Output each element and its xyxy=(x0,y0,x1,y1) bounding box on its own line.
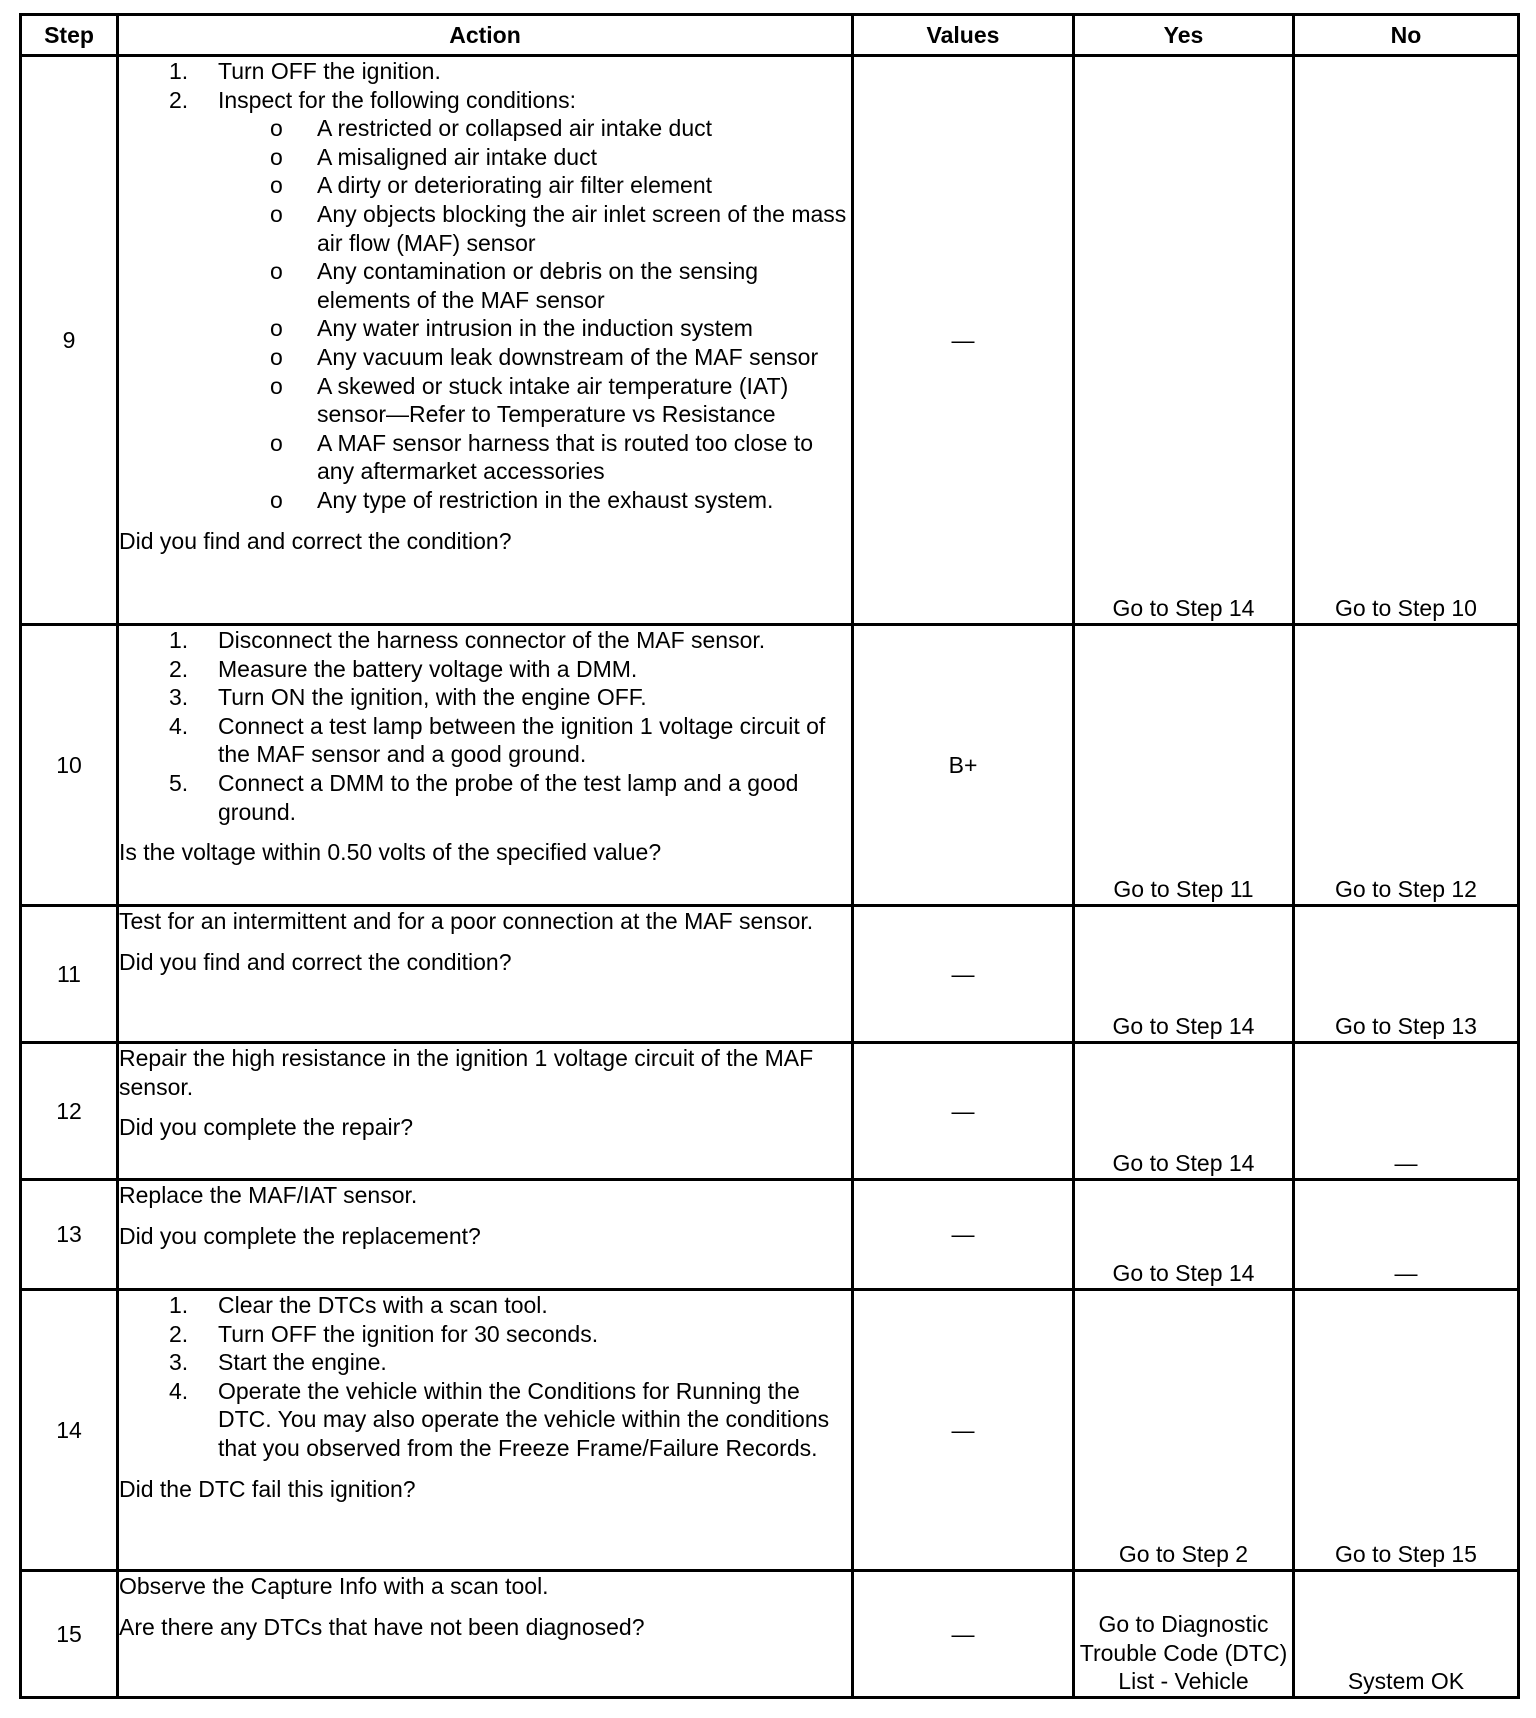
step-number: 14 xyxy=(21,1290,118,1571)
procedure-step-text: Turn ON the ignition, with the engine OFF. xyxy=(218,684,647,711)
condition-text: Any vacuum leak downstream of the MAF sensor xyxy=(317,343,819,370)
action-question: Is the voltage within 0.50 volts of the specified value? xyxy=(119,839,662,866)
table-row-step-10 xyxy=(21,625,1519,906)
condition-item xyxy=(119,114,851,143)
action-text: Test for an intermittent and for a poor connection at the MAF sensor. xyxy=(119,908,814,934)
procedure-step xyxy=(119,1377,851,1463)
table-row-step-14 xyxy=(21,1290,1519,1571)
yes-cell: Go to Step 14 xyxy=(1074,906,1294,1043)
yes-cell: Go to Diagnostic Trouble Code (DTC) List - Vehicle xyxy=(1074,1571,1294,1698)
procedure-step-text: Turn OFF the ignition. xyxy=(218,58,441,84)
action-question: Did you find and correct the condition? xyxy=(119,527,512,554)
condition-item xyxy=(119,429,851,486)
bullet-icon: o xyxy=(270,429,283,456)
table-row-step-12 xyxy=(21,1043,1519,1180)
no-cell: Go to Step 13 xyxy=(1294,906,1519,1043)
table-row-step-11 xyxy=(21,906,1519,1043)
action-cell xyxy=(118,906,853,1043)
procedure-step xyxy=(119,655,851,684)
procedure-step xyxy=(119,86,851,115)
header-row xyxy=(21,15,1519,56)
condition-text: A dirty or deteriorating air filter element xyxy=(317,172,713,199)
procedure-step-text: Connect a DMM to the probe of the test lamp and a good ground. xyxy=(218,769,799,825)
procedure-step-number: 3. xyxy=(169,684,189,711)
values-cell: — xyxy=(853,906,1074,1043)
procedure-step-number: 2. xyxy=(169,86,189,113)
procedure-step-number: 4. xyxy=(169,1377,189,1404)
no-cell: Go to Step 15 xyxy=(1294,1290,1519,1571)
table-row-step-15 xyxy=(21,1571,1519,1698)
action-text: Replace the MAF/IAT sensor. xyxy=(119,1182,418,1208)
procedure-step xyxy=(119,1291,851,1320)
step-number: 12 xyxy=(21,1043,118,1180)
condition-item xyxy=(119,257,851,314)
condition-text: Any objects blocking the air inlet screen of the mass air flow (MAF) sensor xyxy=(317,200,847,256)
procedure-step xyxy=(119,626,851,655)
yes-cell: Go to Step 14 xyxy=(1074,1043,1294,1180)
procedure-step-number: 1. xyxy=(169,58,189,84)
action-cell xyxy=(118,1043,853,1180)
condition-text: A skewed or stuck intake air temperature (IAT) sensor—Refer to Temperature vs Resistance xyxy=(317,372,789,428)
no-cell: — xyxy=(1294,1043,1519,1180)
condition-item xyxy=(119,171,851,200)
procedure-step-number: 1. xyxy=(169,1292,189,1318)
yes-cell: Go to Step 14 xyxy=(1074,1180,1294,1290)
header-step: Step xyxy=(21,15,118,56)
header-yes: Yes xyxy=(1074,15,1294,56)
condition-list xyxy=(119,114,851,514)
procedure-step xyxy=(119,57,851,86)
procedure-list xyxy=(119,626,851,826)
action-cell xyxy=(118,1290,853,1571)
bullet-icon: o xyxy=(270,115,283,142)
values-cell: B+ xyxy=(853,625,1074,906)
procedure-step-text: Clear the DTCs with a scan tool. xyxy=(218,1292,548,1318)
procedure-step-number: 4. xyxy=(169,712,189,739)
table-row-step-13 xyxy=(21,1180,1519,1290)
condition-item xyxy=(119,200,851,257)
procedure-step xyxy=(119,712,851,769)
procedure-step xyxy=(119,1320,851,1349)
action-cell xyxy=(118,1571,853,1698)
action-question: Did the DTC fail this ignition? xyxy=(119,1475,416,1502)
procedure-step-text: Disconnect the harness connector of the MAF sensor. xyxy=(218,627,766,653)
no-cell: Go to Step 12 xyxy=(1294,625,1519,906)
condition-text: Any contamination or debris on the sensing elements of the MAF sensor xyxy=(317,258,759,313)
condition-item xyxy=(119,143,851,172)
action-question: Did you find and correct the condition? xyxy=(119,948,512,975)
step-number: 15 xyxy=(21,1571,118,1698)
diagnostic-table xyxy=(19,13,1520,1699)
action-question: Did you complete the repair? xyxy=(119,1114,414,1141)
condition-item xyxy=(119,486,851,515)
yes-cell: Go to Step 14 xyxy=(1074,56,1294,625)
procedure-step-text: Measure the battery voltage with a DMM. xyxy=(218,655,638,682)
condition-text: A MAF sensor harness that is routed too close to any aftermarket accessories xyxy=(317,429,814,485)
action-cell xyxy=(118,1180,853,1290)
action-text: Repair the high resistance in the ignition 1 voltage circuit of the MAF sensor. xyxy=(119,1045,814,1100)
procedure-step-text: Turn OFF the ignition for 30 seconds. xyxy=(218,1320,599,1347)
step-number: 10 xyxy=(21,625,118,906)
action-cell xyxy=(118,56,853,625)
no-cell: — xyxy=(1294,1180,1519,1290)
procedure-step xyxy=(119,1348,851,1377)
table-row-step-9 xyxy=(21,56,1519,625)
no-cell: System OK xyxy=(1294,1571,1519,1698)
bullet-icon: o xyxy=(270,172,283,199)
bullet-icon: o xyxy=(270,258,283,285)
bullet-icon: o xyxy=(270,315,283,342)
procedure-step-number: 3. xyxy=(169,1349,189,1376)
step-number: 13 xyxy=(21,1180,118,1290)
procedure-step-number: 1. xyxy=(169,627,189,653)
step-number: 11 xyxy=(21,906,118,1043)
procedure-step-number: 2. xyxy=(169,1320,189,1347)
values-cell: — xyxy=(853,56,1074,625)
condition-text: A restricted or collapsed air intake duct xyxy=(317,115,713,142)
procedure-step xyxy=(119,769,851,826)
header-action: Action xyxy=(118,15,853,56)
procedure-step xyxy=(119,683,851,712)
values-cell: — xyxy=(853,1571,1074,1698)
values-cell: — xyxy=(853,1180,1074,1290)
procedure-list xyxy=(119,1291,851,1463)
bullet-icon: o xyxy=(270,343,283,370)
condition-item xyxy=(119,343,851,372)
procedure-list xyxy=(119,57,851,114)
procedure-step-text: Inspect for the following conditions: xyxy=(218,86,576,113)
procedure-step-number: 5. xyxy=(169,769,189,796)
header-values: Values xyxy=(853,15,1074,56)
header-no: No xyxy=(1294,15,1519,56)
condition-text: A misaligned air intake duct xyxy=(317,143,597,170)
procedure-step-text: Connect a test lamp between the ignition 1 voltage circuit of the MAF sensor and a good ground. xyxy=(218,712,826,768)
condition-item xyxy=(119,314,851,343)
bullet-icon: o xyxy=(270,200,283,227)
bullet-icon: o xyxy=(270,372,283,399)
bullet-icon: o xyxy=(270,143,283,170)
yes-cell: Go to Step 2 xyxy=(1074,1290,1294,1571)
procedure-step-text: Operate the vehicle within the Conditions for Running the DTC. You may also operate the vehicle within the conditions that you observed from the Freeze Frame/Failure Records. xyxy=(218,1377,830,1461)
step-number: 9 xyxy=(21,56,118,625)
action-text: Observe the Capture Info with a scan tool. xyxy=(119,1573,549,1599)
values-cell: — xyxy=(853,1290,1074,1571)
action-question: Did you complete the replacement? xyxy=(119,1222,481,1249)
condition-item xyxy=(119,372,851,429)
no-cell: Go to Step 10 xyxy=(1294,56,1519,625)
action-cell xyxy=(118,625,853,906)
procedure-step-text: Start the engine. xyxy=(218,1349,387,1376)
condition-text: Any water intrusion in the induction system xyxy=(317,315,753,342)
yes-cell: Go to Step 11 xyxy=(1074,625,1294,906)
action-question: Are there any DTCs that have not been diagnosed? xyxy=(119,1613,645,1640)
bullet-icon: o xyxy=(270,486,283,513)
procedure-step-number: 2. xyxy=(169,655,189,682)
values-cell: — xyxy=(853,1043,1074,1180)
condition-text: Any type of restriction in the exhaust system. xyxy=(317,486,774,513)
